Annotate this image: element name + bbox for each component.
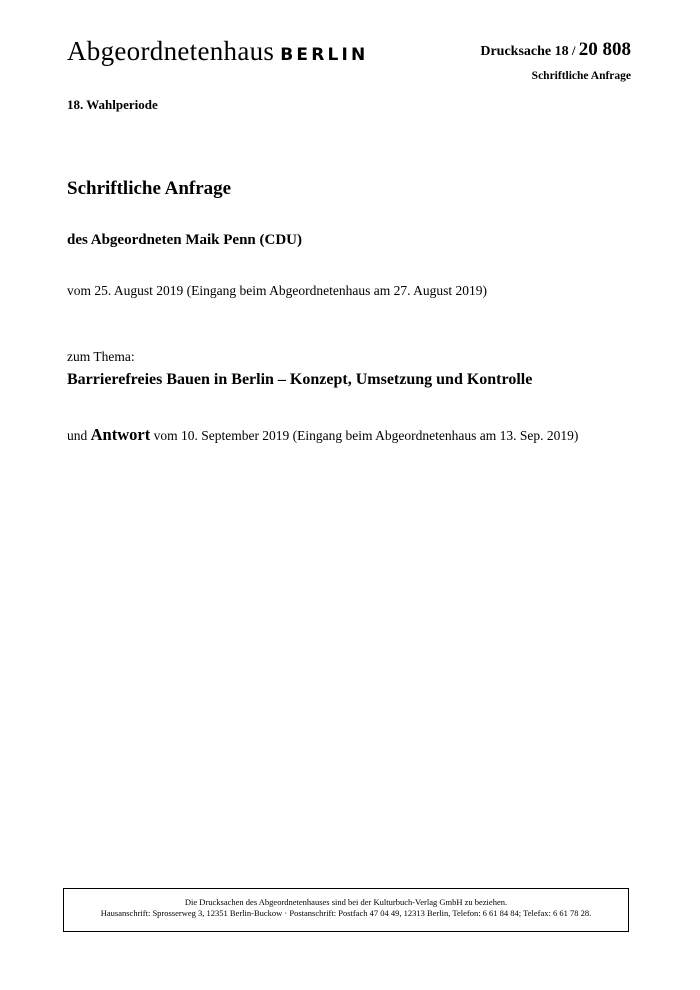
- author-line: des Abgeordneten Maik Penn (CDU): [67, 232, 302, 248]
- drucksache-number: [480, 40, 631, 59]
- topic-title: Barrierefreies Bauen in Berlin – Konzept, Umsetzung und Kontrolle: [67, 371, 533, 388]
- logo-name: Abgeordnetenhaus: [67, 36, 275, 66]
- header-logo-area: [67, 38, 368, 65]
- document-reference: [480, 40, 631, 82]
- document-type: Schriftliche Anfrage: [531, 70, 631, 82]
- legislative-period: 18. Wahlperiode: [67, 97, 158, 112]
- answer-word: Antwort: [90, 425, 151, 444]
- logo-city: BERLIN: [280, 45, 369, 65]
- footer-address: Hausanschrift: Sprosserweg 3, 12351 Berlin-Buckow · Postanschrift: Postfach 47 04 49, 12313 Berlin, Telefon: 6 61 84 84; Telefax: 6 61 78 28.: [100, 908, 592, 918]
- inquiry-date-line: vom 25. August 2019 (Eingang beim Abgeordnetenhaus am 27. August 2019): [67, 283, 487, 298]
- footer-distribution-note: Die Drucksachen des Abgeordnetenhauses sind bei der Kulturbuch-Verlag GmbH zu beziehen.: [184, 897, 508, 907]
- answer-prefix: und: [67, 428, 91, 443]
- answer-line: [67, 425, 578, 445]
- page-title: Schriftliche Anfrage: [67, 178, 232, 199]
- drucksache-value: 20 808: [578, 39, 631, 60]
- footer-box: [63, 888, 629, 932]
- drucksache-separator: /: [568, 43, 579, 58]
- abgeordnetenhaus-logo: [67, 38, 368, 65]
- answer-date: vom 10. September 2019 (Eingang beim Abgeordnetenhaus am 13. Sep. 2019): [150, 428, 579, 443]
- topic-label: zum Thema:: [67, 349, 135, 364]
- drucksache-label: Drucksache 18: [480, 44, 569, 59]
